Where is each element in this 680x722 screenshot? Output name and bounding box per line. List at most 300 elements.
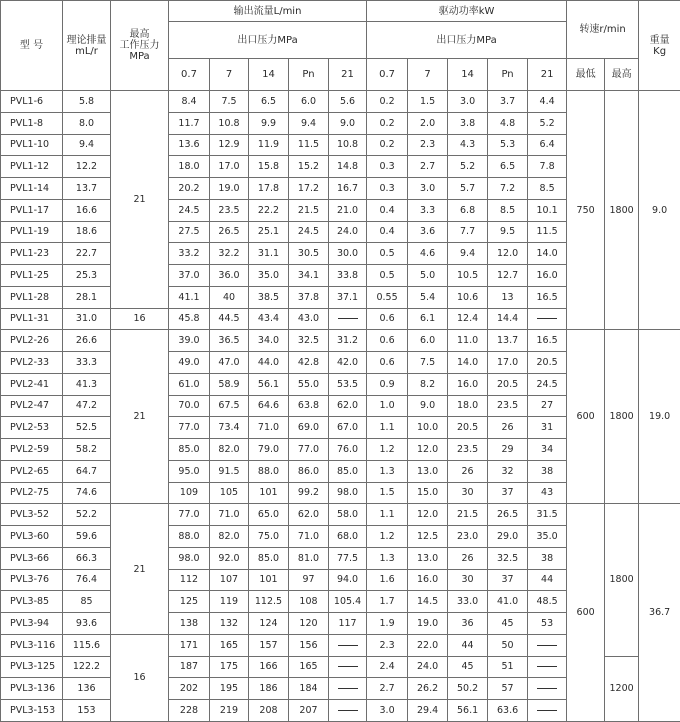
power-cell: 26 [448, 460, 488, 482]
power-cell: 56.1 [448, 700, 488, 722]
power-cell: 10.1 [528, 199, 567, 221]
power-cell [528, 656, 567, 678]
displacement-cell: 8.0 [63, 112, 111, 134]
power-cell: 16.5 [528, 286, 567, 308]
power-cell: 23.5 [488, 395, 528, 417]
power-cell: 2.4 [367, 656, 408, 678]
displacement-cell: 85 [63, 591, 111, 613]
power-cell: 5.0 [408, 265, 448, 287]
flow-cell: 62.0 [289, 504, 329, 526]
flow-cell: 157 [249, 634, 289, 656]
power-cell: 24.0 [408, 656, 448, 678]
dash-mark [338, 710, 358, 711]
power-cell: 53 [528, 613, 567, 635]
flow-cell: 33.8 [329, 265, 367, 287]
flow-cell: 13.6 [169, 134, 210, 156]
model-cell: PVL2-53 [1, 417, 63, 439]
header-power-p1: 7 [408, 59, 448, 91]
model-cell: PVL1-6 [1, 91, 63, 113]
speed-min-cell: 600 [567, 504, 605, 722]
flow-cell: 61.0 [169, 373, 210, 395]
flow-cell: 38.5 [249, 286, 289, 308]
flow-cell: 82.0 [210, 526, 249, 548]
weight-cell: 36.7 [639, 504, 680, 722]
flow-cell: 34.0 [249, 330, 289, 352]
max-pressure-cell: 21 [111, 91, 169, 309]
power-cell: 43 [528, 482, 567, 504]
flow-cell: 207 [289, 700, 329, 722]
flow-cell: 184 [289, 678, 329, 700]
speed-max-cell: 1800 [605, 330, 639, 504]
power-cell: 0.4 [367, 199, 408, 221]
displacement-cell: 93.6 [63, 613, 111, 635]
flow-cell: 16.7 [329, 178, 367, 200]
flow-cell: 65.0 [249, 504, 289, 526]
power-cell: 57 [488, 678, 528, 700]
power-cell: 8.5 [488, 199, 528, 221]
flow-cell: 40 [210, 286, 249, 308]
flow-cell: 98.0 [329, 482, 367, 504]
dash-mark [537, 666, 557, 667]
power-cell: 12.0 [488, 243, 528, 265]
header-max-pressure-text: 最高 工作压力 MPa [111, 29, 168, 62]
header-displacement [63, 1, 111, 91]
table-row [1, 91, 680, 113]
header-weight-text: 重量 Kg [639, 35, 680, 57]
max-pressure-cell: 16 [111, 308, 169, 330]
displacement-cell: 59.6 [63, 526, 111, 548]
model-cell: PVL1-17 [1, 199, 63, 221]
flow-cell: 71.0 [249, 417, 289, 439]
power-cell: 6.4 [528, 134, 567, 156]
speed-min-cell: 600 [567, 330, 605, 504]
model-cell: PVL1-14 [1, 178, 63, 200]
displacement-cell: 18.6 [63, 221, 111, 243]
displacement-cell: 33.3 [63, 352, 111, 374]
power-cell: 1.1 [367, 504, 408, 526]
power-cell: 0.6 [367, 330, 408, 352]
header-speed-group: 转速r/min [567, 1, 639, 59]
power-cell: 30 [448, 569, 488, 591]
header-speed-max: 最高 [605, 59, 639, 91]
header-power-group: 驱动功率kW [367, 1, 567, 22]
power-cell: 41.0 [488, 591, 528, 613]
power-cell [528, 678, 567, 700]
power-cell: 16.0 [408, 569, 448, 591]
flow-cell: 37.8 [289, 286, 329, 308]
flow-cell: 34.1 [289, 265, 329, 287]
power-cell: 0.9 [367, 373, 408, 395]
power-cell: 1.5 [408, 91, 448, 113]
flow-cell: 44.5 [210, 308, 249, 330]
header-flow-group: 输出流量L/min [169, 1, 367, 22]
power-cell: 20.5 [528, 352, 567, 374]
header-speed-min: 最低 [567, 59, 605, 91]
displacement-cell: 25.3 [63, 265, 111, 287]
flow-cell: 105.4 [329, 591, 367, 613]
header-power-p2: 14 [448, 59, 488, 91]
model-cell: PVL3-85 [1, 591, 63, 613]
flow-cell: 20.2 [169, 178, 210, 200]
speed-max-cell: 1800 [605, 504, 639, 656]
flow-cell: 95.0 [169, 460, 210, 482]
flow-cell: 219 [210, 700, 249, 722]
flow-cell: 36.5 [210, 330, 249, 352]
power-cell: 12.0 [408, 504, 448, 526]
flow-cell: 138 [169, 613, 210, 635]
power-cell: 0.5 [367, 265, 408, 287]
power-cell: 2.3 [367, 634, 408, 656]
power-cell: 5.7 [448, 178, 488, 200]
displacement-cell: 47.2 [63, 395, 111, 417]
displacement-cell: 76.4 [63, 569, 111, 591]
power-cell: 10.0 [408, 417, 448, 439]
flow-cell: 88.0 [249, 460, 289, 482]
model-cell: PVL1-12 [1, 156, 63, 178]
flow-cell [329, 700, 367, 722]
displacement-cell: 64.7 [63, 460, 111, 482]
power-cell: 16.0 [448, 373, 488, 395]
power-cell: 27 [528, 395, 567, 417]
power-cell: 3.0 [408, 178, 448, 200]
flow-cell: 67.0 [329, 417, 367, 439]
displacement-cell: 153 [63, 700, 111, 722]
flow-cell: 32.2 [210, 243, 249, 265]
flow-cell: 10.8 [210, 112, 249, 134]
power-cell: 21.5 [448, 504, 488, 526]
power-cell: 13.0 [408, 547, 448, 569]
flow-cell: 85.0 [249, 547, 289, 569]
power-cell [528, 308, 567, 330]
model-cell: PVL3-60 [1, 526, 63, 548]
flow-cell: 19.0 [210, 178, 249, 200]
flow-cell: 49.0 [169, 352, 210, 374]
flow-cell: 92.0 [210, 547, 249, 569]
power-cell: 22.0 [408, 634, 448, 656]
displacement-cell: 122.2 [63, 656, 111, 678]
power-cell: 37 [488, 482, 528, 504]
power-cell: 4.4 [528, 91, 567, 113]
model-cell: PVL2-26 [1, 330, 63, 352]
flow-cell: 228 [169, 700, 210, 722]
flow-cell: 17.2 [289, 178, 329, 200]
max-pressure-cell: 16 [111, 634, 169, 721]
displacement-cell: 58.2 [63, 439, 111, 461]
flow-cell: 36.0 [210, 265, 249, 287]
power-cell: 3.6 [408, 221, 448, 243]
flow-cell: 117 [329, 613, 367, 635]
flow-cell: 27.5 [169, 221, 210, 243]
power-cell: 3.8 [448, 112, 488, 134]
flow-cell: 53.5 [329, 373, 367, 395]
flow-cell: 9.4 [289, 112, 329, 134]
flow-cell: 45.8 [169, 308, 210, 330]
flow-cell [329, 678, 367, 700]
power-cell: 29.4 [408, 700, 448, 722]
header-outlet-pressure-flow: 出口压力MPa [169, 22, 367, 59]
model-cell: PVL3-94 [1, 613, 63, 635]
flow-cell: 208 [249, 700, 289, 722]
power-cell: 20.5 [488, 373, 528, 395]
flow-cell: 26.5 [210, 221, 249, 243]
dash-mark [537, 710, 557, 711]
header-flow-p4: 21 [329, 59, 367, 91]
flow-cell: 21.5 [289, 199, 329, 221]
dash-mark [537, 318, 557, 319]
table-body [1, 91, 680, 722]
power-cell: 5.4 [408, 286, 448, 308]
power-cell: 18.0 [448, 395, 488, 417]
table-row [1, 330, 680, 352]
flow-cell: 12.9 [210, 134, 249, 156]
power-cell: 12.5 [408, 526, 448, 548]
flow-cell: 6.5 [249, 91, 289, 113]
power-cell: 3.0 [367, 700, 408, 722]
flow-cell [329, 308, 367, 330]
flow-cell: 58.9 [210, 373, 249, 395]
flow-cell: 5.6 [329, 91, 367, 113]
power-cell: 48.5 [528, 591, 567, 613]
model-cell: PVL2-75 [1, 482, 63, 504]
flow-cell: 33.2 [169, 243, 210, 265]
flow-cell: 187 [169, 656, 210, 678]
flow-cell: 124 [249, 613, 289, 635]
flow-cell: 11.7 [169, 112, 210, 134]
speed-max-cell: 1200 [605, 656, 639, 721]
power-cell: 1.0 [367, 395, 408, 417]
power-cell: 26 [448, 547, 488, 569]
flow-cell: 67.5 [210, 395, 249, 417]
power-cell: 0.3 [367, 156, 408, 178]
flow-cell: 23.5 [210, 199, 249, 221]
power-cell: 14.4 [488, 308, 528, 330]
flow-cell: 156 [289, 634, 329, 656]
displacement-cell: 16.6 [63, 199, 111, 221]
model-cell: PVL2-59 [1, 439, 63, 461]
model-cell: PVL2-41 [1, 373, 63, 395]
flow-cell: 75.0 [249, 526, 289, 548]
power-cell: 14.0 [448, 352, 488, 374]
flow-cell: 82.0 [210, 439, 249, 461]
displacement-cell: 22.7 [63, 243, 111, 265]
flow-cell: 77.0 [289, 439, 329, 461]
header-power-p4: 21 [528, 59, 567, 91]
displacement-cell: 52.5 [63, 417, 111, 439]
power-cell: 29.0 [488, 526, 528, 548]
power-cell: 0.55 [367, 286, 408, 308]
power-cell: 13.0 [408, 460, 448, 482]
power-cell: 1.3 [367, 547, 408, 569]
power-cell: 37 [488, 569, 528, 591]
power-cell: 14.5 [408, 591, 448, 613]
dash-mark [537, 645, 557, 646]
flow-cell: 30.0 [329, 243, 367, 265]
displacement-cell: 41.3 [63, 373, 111, 395]
flow-cell: 35.0 [249, 265, 289, 287]
power-cell: 7.7 [448, 221, 488, 243]
flow-cell: 125 [169, 591, 210, 613]
flow-cell: 39.0 [169, 330, 210, 352]
header-flow-p1: 7 [210, 59, 249, 91]
power-cell: 6.5 [488, 156, 528, 178]
power-cell: 2.7 [367, 678, 408, 700]
power-cell: 9.0 [408, 395, 448, 417]
flow-cell: 109 [169, 482, 210, 504]
flow-cell: 25.1 [249, 221, 289, 243]
dash-mark [338, 645, 358, 646]
flow-cell: 37.1 [329, 286, 367, 308]
power-cell: 0.3 [367, 178, 408, 200]
flow-cell: 202 [169, 678, 210, 700]
power-cell: 34 [528, 439, 567, 461]
flow-cell: 43.4 [249, 308, 289, 330]
flow-cell: 99.2 [289, 482, 329, 504]
model-cell: PVL2-65 [1, 460, 63, 482]
header-max-pressure [111, 1, 169, 91]
model-cell: PVL3-136 [1, 678, 63, 700]
flow-cell: 91.5 [210, 460, 249, 482]
displacement-cell: 66.3 [63, 547, 111, 569]
power-cell: 16.0 [528, 265, 567, 287]
flow-cell: 31.1 [249, 243, 289, 265]
power-cell: 0.2 [367, 112, 408, 134]
flow-cell: 64.6 [249, 395, 289, 417]
flow-cell: 77.5 [329, 547, 367, 569]
power-cell: 2.0 [408, 112, 448, 134]
power-cell: 11.5 [528, 221, 567, 243]
power-cell: 33.0 [448, 591, 488, 613]
power-cell: 0.2 [367, 134, 408, 156]
flow-cell: 186 [249, 678, 289, 700]
max-pressure-cell: 21 [111, 330, 169, 504]
flow-cell [329, 656, 367, 678]
power-cell: 1.6 [367, 569, 408, 591]
model-cell: PVL1-25 [1, 265, 63, 287]
power-cell: 5.2 [448, 156, 488, 178]
power-cell: 20.5 [448, 417, 488, 439]
dash-mark [338, 688, 358, 689]
power-cell: 44 [528, 569, 567, 591]
displacement-cell: 115.6 [63, 634, 111, 656]
power-cell: 1.2 [367, 439, 408, 461]
power-cell: 1.9 [367, 613, 408, 635]
displacement-cell: 31.0 [63, 308, 111, 330]
flow-cell: 10.8 [329, 134, 367, 156]
power-cell: 2.3 [408, 134, 448, 156]
flow-cell: 71.0 [210, 504, 249, 526]
power-cell: 23.0 [448, 526, 488, 548]
flow-cell: 24.5 [289, 221, 329, 243]
power-cell: 51 [488, 656, 528, 678]
power-cell: 0.6 [367, 352, 408, 374]
flow-cell: 9.9 [249, 112, 289, 134]
power-cell: 0.5 [367, 243, 408, 265]
power-cell: 44 [448, 634, 488, 656]
power-cell: 6.1 [408, 308, 448, 330]
flow-cell: 166 [249, 656, 289, 678]
power-cell: 16.5 [528, 330, 567, 352]
power-cell: 4.6 [408, 243, 448, 265]
power-cell [528, 700, 567, 722]
model-cell: PVL3-125 [1, 656, 63, 678]
dash-mark [338, 318, 358, 319]
power-cell: 4.3 [448, 134, 488, 156]
header-model: 型 号 [1, 1, 63, 91]
power-cell: 26 [488, 417, 528, 439]
flow-cell: 17.0 [210, 156, 249, 178]
model-cell: PVL3-116 [1, 634, 63, 656]
model-cell: PVL3-66 [1, 547, 63, 569]
power-cell: 8.5 [528, 178, 567, 200]
flow-cell: 8.4 [169, 91, 210, 113]
flow-cell: 11.5 [289, 134, 329, 156]
flow-cell: 171 [169, 634, 210, 656]
power-cell: 0.4 [367, 221, 408, 243]
flow-cell: 112 [169, 569, 210, 591]
power-cell: 26.2 [408, 678, 448, 700]
flow-cell: 62.0 [329, 395, 367, 417]
flow-cell: 55.0 [289, 373, 329, 395]
flow-cell: 101 [249, 482, 289, 504]
flow-cell: 85.0 [329, 460, 367, 482]
power-cell: 29 [488, 439, 528, 461]
model-cell: PVL2-33 [1, 352, 63, 374]
flow-cell: 63.8 [289, 395, 329, 417]
power-cell: 63.6 [488, 700, 528, 722]
flow-cell: 97 [289, 569, 329, 591]
power-cell: 3.0 [448, 91, 488, 113]
header-displacement-text: 理论排量 mL/r [63, 35, 110, 57]
model-cell: PVL1-19 [1, 221, 63, 243]
header-weight [639, 1, 680, 91]
power-cell: 36 [448, 613, 488, 635]
flow-cell: 76.0 [329, 439, 367, 461]
flow-cell: 6.0 [289, 91, 329, 113]
power-cell: 6.8 [448, 199, 488, 221]
flow-cell: 21.0 [329, 199, 367, 221]
power-cell: 3.7 [488, 91, 528, 113]
flow-cell: 85.0 [169, 439, 210, 461]
power-cell: 31 [528, 417, 567, 439]
displacement-cell: 74.6 [63, 482, 111, 504]
header-power-p3: Pn [488, 59, 528, 91]
flow-cell: 69.0 [289, 417, 329, 439]
power-cell: 30 [448, 482, 488, 504]
power-cell: 50.2 [448, 678, 488, 700]
power-cell: 5.2 [528, 112, 567, 134]
flow-cell: 73.4 [210, 417, 249, 439]
displacement-cell: 136 [63, 678, 111, 700]
flow-cell: 41.1 [169, 286, 210, 308]
displacement-cell: 5.8 [63, 91, 111, 113]
power-cell: 1.3 [367, 460, 408, 482]
flow-cell: 77.0 [169, 504, 210, 526]
power-cell: 13 [488, 286, 528, 308]
power-cell: 5.3 [488, 134, 528, 156]
header-outlet-pressure-power: 出口压力MPa [367, 22, 567, 59]
model-cell: PVL3-52 [1, 504, 63, 526]
power-cell: 19.0 [408, 613, 448, 635]
power-cell: 1.7 [367, 591, 408, 613]
flow-cell: 32.5 [289, 330, 329, 352]
flow-cell: 43.0 [289, 308, 329, 330]
power-cell: 45 [448, 656, 488, 678]
flow-cell: 105 [210, 482, 249, 504]
flow-cell: 31.2 [329, 330, 367, 352]
power-cell: 1.1 [367, 417, 408, 439]
flow-cell: 22.2 [249, 199, 289, 221]
displacement-cell: 9.4 [63, 134, 111, 156]
